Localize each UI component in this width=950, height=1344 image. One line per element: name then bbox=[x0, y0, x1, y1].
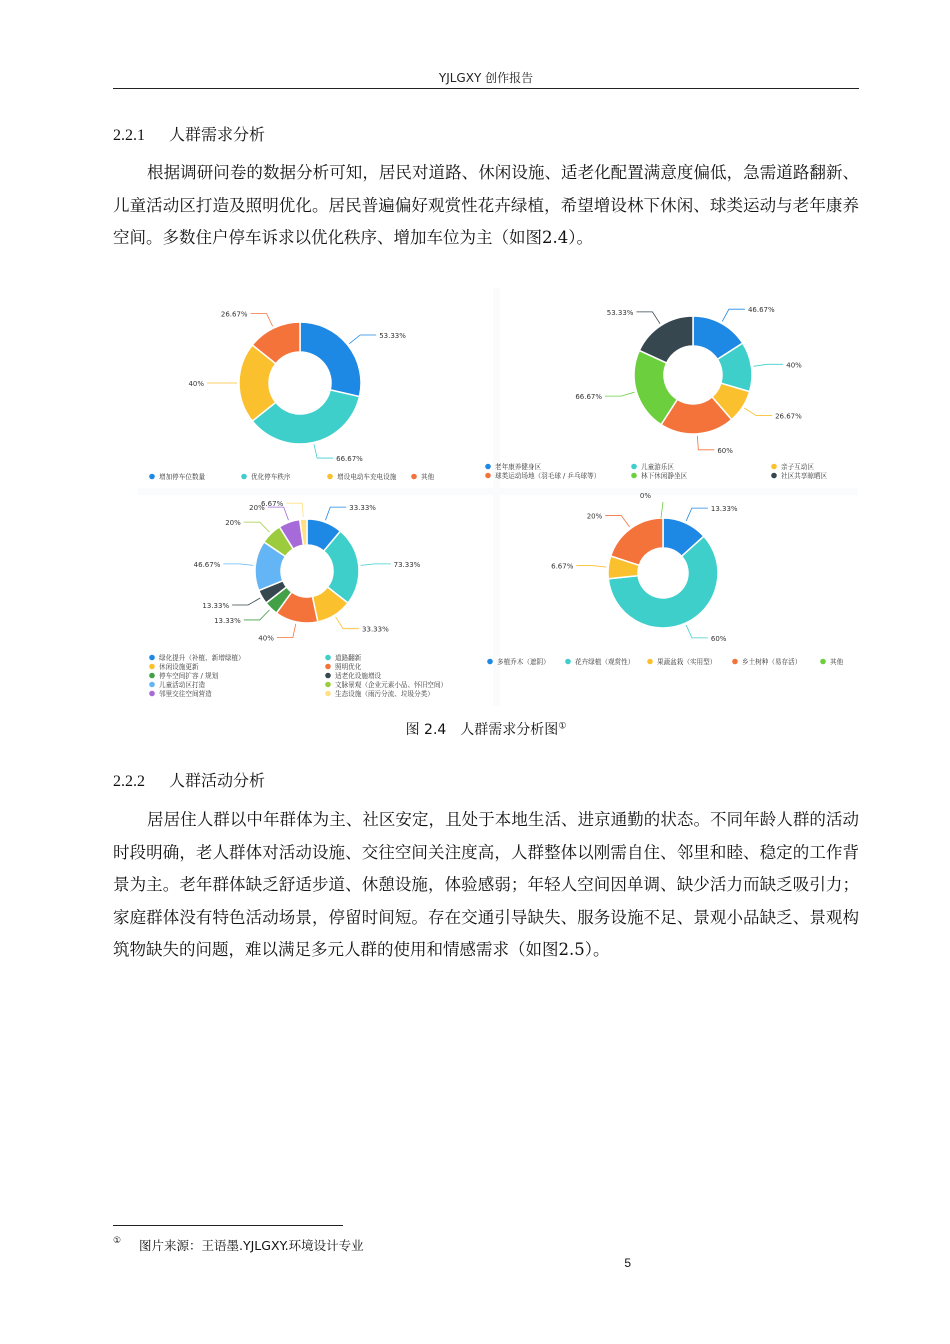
legend-swatch bbox=[485, 473, 491, 479]
legend-label: 亲子互动区 bbox=[781, 463, 814, 471]
section-paragraph-1 bbox=[113, 157, 859, 255]
slice-label: 33.33% bbox=[362, 625, 389, 634]
section-heading-1 bbox=[113, 122, 265, 145]
slice-label: 33.33% bbox=[349, 504, 376, 513]
legend-label: 老年康养健身区 bbox=[495, 463, 542, 471]
legend-label: 优化停车秩序 bbox=[251, 473, 291, 481]
legend-label: 邻里交往空间营造 bbox=[159, 690, 212, 698]
legend-swatch bbox=[149, 682, 155, 688]
legend-swatch bbox=[325, 664, 331, 670]
legend-label: 适老化设施增设 bbox=[335, 672, 382, 680]
legend-swatch bbox=[325, 682, 331, 688]
paragraph-text: 居居住人群以中年群体为主、社区安定，且处于本地生活、进京通勤的状态。不同年龄人群的活动时段明确，老人群体对活动设施、交往空间关注度高，人群整体以刚需自住、邻里和睦、稳定的工作背景为主。老年群体缺乏舒适步道、休憩设施，体验感弱；年轻人空间因单调、缺少活力而缺乏吸引力；家庭群体没有特色活动场景，停留时间短。存在交通引导缺失、服务设施不足、景观小品缺乏、景观构筑物缺失的问题，难以满足多元人群的使用和情感需求（如图2.5）。 bbox=[113, 810, 859, 959]
section-number: 2.2.2 bbox=[113, 773, 145, 790]
footnote bbox=[113, 1236, 364, 1254]
legend-label: 林下休闲静坐区 bbox=[641, 472, 688, 480]
legend-label: 社区共享晾晒区 bbox=[781, 472, 828, 480]
slice-label: 66.67% bbox=[336, 455, 363, 464]
legend-label: 停车空间扩容 / 规划 bbox=[159, 672, 219, 680]
legend-swatch bbox=[149, 673, 155, 679]
legend-swatch bbox=[771, 464, 777, 470]
page-header: YJLGXY 创作报告 bbox=[438, 71, 534, 85]
footnote-text: 图片来源：王语墨.YJLGXY.环境设计专业 bbox=[139, 1238, 364, 1253]
slice-label: 53.33% bbox=[606, 308, 634, 317]
section-heading-2 bbox=[113, 768, 265, 791]
slice-label: 13.33% bbox=[710, 505, 738, 514]
legend-swatch bbox=[241, 474, 247, 480]
legend-label: 儿童活动区打造 bbox=[159, 681, 206, 689]
legend-label: 球类运动场地（羽毛球 / 乒乓球等） bbox=[495, 472, 601, 480]
slice-label: 20% bbox=[249, 504, 265, 513]
legend-swatch bbox=[565, 659, 571, 665]
figure-caption bbox=[113, 719, 859, 739]
legend-swatch bbox=[325, 655, 331, 661]
legend-label: 果蔬盆栽（实用型） bbox=[657, 658, 717, 666]
section-title: 人群需求分析 bbox=[169, 125, 266, 144]
legend-label: 儿童游乐区 bbox=[641, 463, 674, 471]
legend-swatch bbox=[411, 474, 417, 480]
legend-swatch bbox=[149, 655, 155, 661]
figure-2-4 bbox=[138, 288, 858, 706]
donut-charts bbox=[138, 288, 858, 706]
page-number: 5 bbox=[624, 1256, 631, 1270]
section-title: 人群活动分析 bbox=[169, 771, 266, 790]
slice-label: 46.67% bbox=[193, 560, 221, 569]
legend-label: 增设电动车充电设施 bbox=[337, 473, 397, 481]
slice-label: 53.33% bbox=[379, 331, 406, 340]
caption-footnote-mark: ① bbox=[558, 721, 567, 732]
slice-label: 26.67% bbox=[220, 310, 248, 319]
legend-label: 休闲设施更新 bbox=[159, 663, 199, 671]
legend-label: 照明优化 bbox=[335, 663, 362, 671]
slice-label: 60% bbox=[710, 634, 727, 643]
paragraph-text: 根据调研问卷的数据分析可知，居民对道路、休闲设施、适老化配置满意度偏低，急需道路翻新、儿童活动区打造及照明优化。居民普遍偏好观赏性花卉绿植，希望增设林下休闲、球类运动与老年康养空间。多数住户停车诉求以优化秩序、增加车位为主（如图2.4）。 bbox=[113, 163, 859, 247]
slice-label: 66.67% bbox=[575, 393, 603, 402]
header-rule bbox=[113, 88, 859, 89]
legend-swatch bbox=[487, 659, 493, 665]
slice-label: 26.67% bbox=[775, 412, 802, 421]
slice-label: 13.33% bbox=[214, 616, 241, 625]
legend-label: 文脉景观（企业元素小品、怀旧空间） bbox=[335, 681, 448, 689]
legend-label: 道路翻新 bbox=[335, 654, 362, 662]
legend-swatch bbox=[149, 664, 155, 670]
slice-label: 20% bbox=[586, 512, 603, 521]
slice-label: 46.67% bbox=[747, 306, 775, 315]
legend-label: 花卉绿植（观赏性） bbox=[575, 658, 635, 666]
legend-swatch bbox=[485, 464, 491, 470]
legend-label: 多植乔木（遮阴） bbox=[497, 658, 550, 666]
slice-label: 13.33% bbox=[202, 602, 230, 611]
slice-label: 40% bbox=[786, 361, 802, 370]
slice-label: 6.67% bbox=[551, 562, 574, 571]
legend-label: 增加停车位数量 bbox=[159, 473, 206, 481]
slice-label: 0% bbox=[639, 492, 651, 500]
legend-swatch bbox=[771, 473, 777, 479]
legend-swatch bbox=[647, 659, 653, 665]
slice-label: 6.67% bbox=[261, 500, 284, 509]
slice-label: 60% bbox=[717, 446, 733, 455]
legend-swatch bbox=[732, 659, 738, 665]
legend-swatch bbox=[327, 474, 333, 480]
slice-label: 40% bbox=[188, 380, 204, 389]
slice-label: 20% bbox=[225, 519, 241, 528]
footnote-rule bbox=[113, 1225, 343, 1226]
legend-label: 绿化提升（补植、新增绿植） bbox=[159, 654, 245, 662]
legend-swatch bbox=[149, 691, 155, 697]
legend-swatch bbox=[631, 473, 637, 479]
caption-text: 图 2.4 人群需求分析图 bbox=[405, 722, 559, 738]
legend-swatch bbox=[631, 464, 637, 470]
legend-label: 乡土树种（易存活） bbox=[742, 658, 802, 666]
section-paragraph-2 bbox=[113, 804, 859, 967]
footnote-mark: ① bbox=[113, 1236, 122, 1246]
slice-label: 40% bbox=[258, 634, 274, 643]
legend-label: 生态设施（雨污分流、垃圾分类） bbox=[335, 690, 434, 698]
legend-swatch bbox=[325, 673, 331, 679]
legend-swatch bbox=[325, 691, 331, 697]
legend-swatch bbox=[820, 659, 826, 665]
slice-label: 73.33% bbox=[393, 560, 421, 569]
legend-label: 其他 bbox=[830, 658, 844, 666]
legend-swatch bbox=[149, 474, 155, 480]
section-number: 2.2.1 bbox=[113, 127, 145, 144]
legend-label: 其他 bbox=[421, 473, 435, 481]
